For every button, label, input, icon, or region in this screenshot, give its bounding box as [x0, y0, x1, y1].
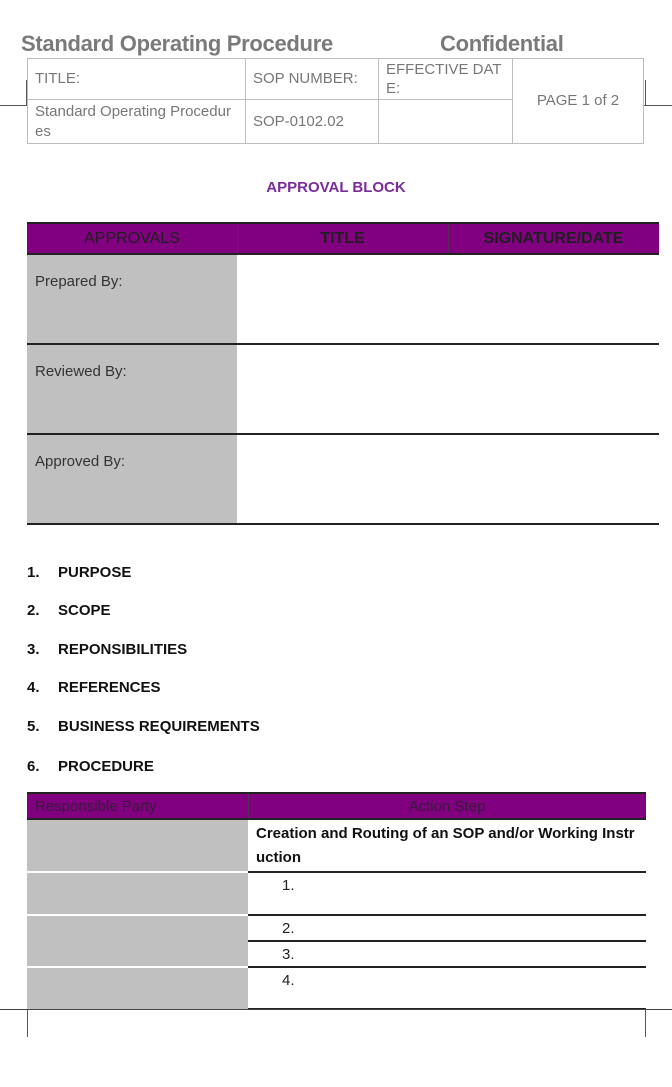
section-heading: 3. REPONSIBILITIES [27, 641, 188, 658]
effective-date-label: EFFECTIVE DATE: [386, 61, 502, 97]
margin-mark-right [644, 105, 672, 106]
responsible-party-cell [27, 968, 248, 1009]
section-heading: 4. REFERENCES [27, 679, 161, 696]
sop-number-label: SOP NUMBER: [253, 70, 358, 87]
row-divider [248, 940, 646, 942]
margin-mark-left [0, 105, 27, 106]
section-heading: 1. PURPOSE [27, 564, 132, 581]
section-heading: 2. SCOPE [27, 602, 111, 619]
margin-mark-bottom-right [645, 1010, 646, 1037]
approval-row-label: Reviewed By: [27, 345, 237, 434]
section-heading: 5. BUSINESS REQUIREMENTS [27, 718, 260, 735]
approvals-column-header: APPROVALS [27, 222, 237, 255]
action-step-number: 1. [282, 877, 295, 894]
approval-row-label: Prepared By: [27, 255, 237, 344]
header-table [27, 58, 644, 144]
action-step-number: 3. [282, 946, 295, 963]
row-divider [248, 966, 646, 968]
action-step-number: 2. [282, 920, 295, 937]
title-label: TITLE: [35, 70, 81, 87]
title-value: Standard Operating Procedures [35, 102, 231, 140]
classification-label: Confidential [440, 31, 564, 56]
action-step-header: Action Step [248, 792, 646, 820]
row-divider [248, 914, 646, 916]
row-divider [248, 871, 646, 873]
row-divider [27, 523, 659, 525]
approval-row-label: Approved By: [27, 435, 237, 523]
page-break-line [0, 1009, 672, 1010]
effective-date-value [379, 100, 512, 143]
responsible-party-header: Responsible Party [27, 792, 248, 820]
margin-mark-bottom-left [27, 1010, 28, 1037]
responsible-party-cell [27, 916, 248, 966]
margin-mark-right-vertical [645, 80, 646, 106]
title-column-header: TITLE [237, 222, 448, 255]
approval-block-heading: APPROVAL BLOCK [266, 179, 406, 196]
document-title: Standard Operating Procedure [21, 31, 333, 56]
sop-number-value: SOP-0102.02 [253, 112, 344, 130]
page-number: PAGE 1 of 2 [536, 92, 620, 109]
section-heading: 6. PROCEDURE [27, 758, 154, 775]
responsible-party-cell [27, 820, 248, 871]
procedure-section-title: Creation and Routing of an SOP and/or Working Instruction [256, 825, 635, 866]
action-step-number: 4. [282, 972, 295, 989]
signature-date-column-header: SIGNATURE/DATE [448, 222, 659, 255]
responsible-party-cell [27, 873, 248, 914]
